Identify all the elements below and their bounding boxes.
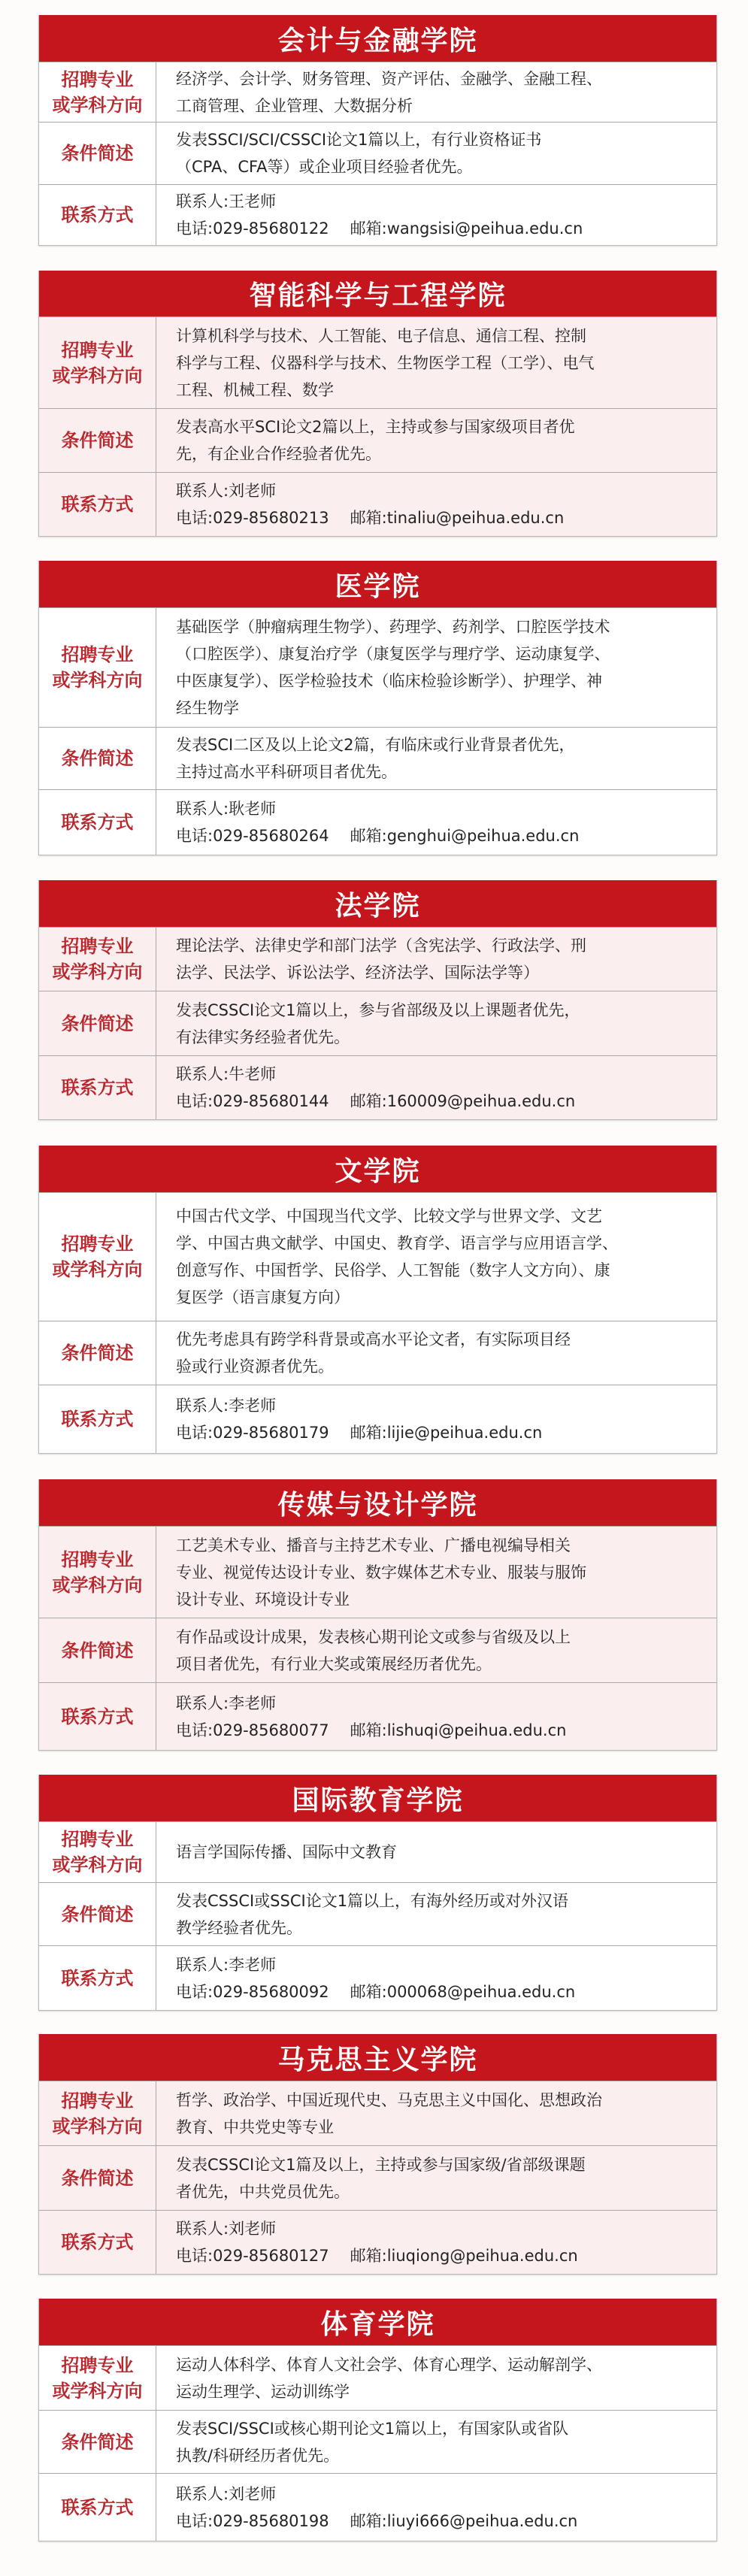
majors-label-line2: 或学科方向 xyxy=(52,1259,143,1280)
college-section xyxy=(38,271,717,537)
phone-number[interactable]: 029-85680179 xyxy=(213,1424,329,1442)
conditions-value xyxy=(156,1321,716,1385)
email-address[interactable]: liuqiong@peihua.edu.cn xyxy=(386,2247,578,2265)
conditions-line: 发表CSSCI论文1篇及以上，主持或参与国家级/省部级课题 xyxy=(176,2155,586,2174)
phone-number[interactable]: 029-85680198 xyxy=(213,2511,329,2530)
phone-prefix: 电话: xyxy=(176,827,213,845)
contact-person xyxy=(176,2215,716,2242)
email-prefix: 邮箱: xyxy=(350,827,387,845)
majors-label xyxy=(39,1822,156,1882)
contact-row xyxy=(39,472,716,536)
contact-person xyxy=(176,1061,716,1088)
contact-person xyxy=(176,188,716,215)
conditions-label xyxy=(39,2146,156,2210)
majors-label-line1: 招聘专业 xyxy=(61,1548,134,1570)
conditions-line: 主持过高水平科研项目者优先。 xyxy=(176,763,397,781)
conditions-label xyxy=(39,2411,156,2473)
conditions-line: 执教/科研经历者优先。 xyxy=(176,2446,340,2465)
email-address[interactable]: genghui@peihua.edu.cn xyxy=(386,827,580,845)
contact-label xyxy=(39,473,156,536)
conditions-label xyxy=(39,991,156,1055)
contact-row xyxy=(39,2473,716,2541)
contact-person-prefix: 联系人: xyxy=(176,482,229,500)
majors-label-line2: 或学科方向 xyxy=(52,961,143,982)
conditions-label xyxy=(39,1321,156,1385)
majors-line: 运动人体科学、体育人文社会学、体育心理学、运动解剖学、 xyxy=(176,2355,602,2374)
contact-person-prefix: 联系人: xyxy=(176,1065,229,1083)
conditions-label-text: 条件简述 xyxy=(61,748,134,769)
majors-value xyxy=(156,2346,716,2410)
contact-label-text: 联系方式 xyxy=(61,494,134,515)
conditions-value xyxy=(156,991,716,1055)
conditions-line: 先，有企业合作经验者优先。 xyxy=(176,445,381,463)
contact-value xyxy=(156,2474,716,2541)
contact-value xyxy=(156,473,716,536)
majors-label-line2: 或学科方向 xyxy=(52,94,143,116)
majors-label xyxy=(39,608,156,727)
majors-line: 理论法学、法律史学和部门法学（含宪法学、行政法学、刑 xyxy=(176,937,586,955)
email-address[interactable]: tinaliu@peihua.edu.cn xyxy=(386,509,565,527)
conditions-label-text: 条件简述 xyxy=(61,430,134,451)
contact-label-text: 联系方式 xyxy=(61,1967,134,1989)
majors-label-line2: 或学科方向 xyxy=(52,365,143,386)
majors-line: 设计专业、环境设计专业 xyxy=(176,1590,350,1609)
majors-label xyxy=(39,2346,156,2410)
majors-label-line1: 招聘专业 xyxy=(61,68,134,90)
college-section xyxy=(38,1146,717,1454)
phone-prefix: 电话: xyxy=(176,2511,213,2530)
conditions-line: 优先考虑具有跨学科背景或高水平论文者，有实际项目经 xyxy=(176,1330,571,1349)
contact-row xyxy=(39,2210,716,2274)
majors-line: 基础医学（肿瘤病理生物学）、药理学、药剂学、口腔医学技术 xyxy=(176,618,610,636)
contact-person-prefix: 联系人: xyxy=(176,1397,229,1415)
college-section xyxy=(38,1479,717,1751)
email-prefix: 邮箱: xyxy=(350,1424,387,1442)
conditions-line: 发表SCI二区及以上论文2篇，有临床或行业背景者优先， xyxy=(176,736,575,754)
conditions-label-text: 条件简述 xyxy=(61,1639,134,1661)
contact-details xyxy=(176,1717,716,1744)
majors-label-line1: 招聘专业 xyxy=(61,1234,134,1255)
majors-line: （口腔医学）、康复治疗学（康复医学与理疗学、运动康复学、 xyxy=(176,645,610,663)
conditions-row xyxy=(39,1618,716,1682)
email-prefix: 邮箱: xyxy=(350,1982,387,2001)
contact-details xyxy=(176,1419,716,1446)
majors-value xyxy=(156,62,716,122)
contact-row xyxy=(39,1385,716,1453)
college-section xyxy=(38,2299,717,2541)
contact-label xyxy=(39,1385,156,1453)
phone-number[interactable]: 029-85680213 xyxy=(213,509,329,527)
conditions-row xyxy=(39,991,716,1055)
contact-person xyxy=(176,477,716,504)
college-section xyxy=(38,1775,717,2011)
majors-value xyxy=(156,2081,716,2145)
contact-person-prefix: 联系人: xyxy=(176,1694,229,1712)
majors-line: 复医学（语言康复方向） xyxy=(176,1288,350,1306)
majors-value xyxy=(156,1527,716,1618)
college-title: 文学院 xyxy=(39,1146,716,1192)
conditions-line: （CPA、CFA等）或企业项目经验者优先。 xyxy=(176,158,473,176)
contact-value xyxy=(156,1683,716,1750)
majors-row xyxy=(39,927,716,991)
majors-line: 工艺美术专业、播音与主持艺术专业、广播电视编导相关 xyxy=(176,1536,571,1554)
contact-person-name: 李老师 xyxy=(229,1397,277,1415)
contact-label xyxy=(39,1683,156,1750)
majors-line: 教育、中共党史等专业 xyxy=(176,2117,334,2136)
phone-number[interactable]: 029-85680092 xyxy=(213,1982,329,2001)
email-address[interactable]: lijie@peihua.edu.cn xyxy=(386,1424,543,1442)
conditions-label xyxy=(39,123,156,184)
contact-person xyxy=(176,2481,716,2508)
conditions-label xyxy=(39,1618,156,1682)
contact-details xyxy=(176,1088,716,1115)
email-address[interactable]: lishuqi@peihua.edu.cn xyxy=(386,1721,567,1739)
conditions-value xyxy=(156,409,716,472)
conditions-label xyxy=(39,728,156,789)
phone-number[interactable]: 029-85680144 xyxy=(213,1092,329,1110)
phone-prefix: 电话: xyxy=(176,1721,213,1739)
contact-label xyxy=(39,2474,156,2541)
email-prefix: 邮箱: xyxy=(350,509,387,527)
email-prefix: 邮箱: xyxy=(350,1721,387,1739)
majors-value xyxy=(156,1193,716,1321)
contact-row xyxy=(39,1945,716,2010)
conditions-value xyxy=(156,728,716,789)
majors-line: 中医康复学）、医学检验技术（临床检验诊断学）、护理学、神 xyxy=(176,672,602,690)
contact-details xyxy=(176,2508,716,2535)
conditions-line: 发表SCI/SSCI或核心期刊论文1篇以上，有国家队或省队 xyxy=(176,2419,569,2438)
contact-value xyxy=(156,790,716,855)
conditions-line: 教学经验者优先。 xyxy=(176,1918,302,1937)
contact-value xyxy=(156,2211,716,2274)
college-title: 医学院 xyxy=(39,561,716,607)
contact-label xyxy=(39,185,156,245)
email-prefix: 邮箱: xyxy=(350,2511,387,2530)
conditions-row xyxy=(39,1321,716,1385)
contact-details xyxy=(176,822,716,849)
conditions-line: 项目者优先，有行业大奖或策展经历者优先。 xyxy=(176,1654,492,1673)
conditions-row xyxy=(39,1882,716,1945)
college-section xyxy=(38,15,717,246)
conditions-label-text: 条件简述 xyxy=(61,1342,134,1364)
conditions-label xyxy=(39,409,156,472)
college-title: 传媒与设计学院 xyxy=(39,1479,716,1526)
contact-row xyxy=(39,789,716,855)
majors-row xyxy=(39,2081,716,2145)
majors-line: 中国古代文学、中国现当代文学、比较文学与世界文学、文艺 xyxy=(176,1207,602,1225)
conditions-row xyxy=(39,122,716,184)
majors-label-line2: 或学科方向 xyxy=(52,670,143,691)
contact-row xyxy=(39,1682,716,1750)
contact-label xyxy=(39,1056,156,1119)
contact-details xyxy=(176,504,716,531)
conditions-line: 验或行业资源者优先。 xyxy=(176,1358,334,1376)
conditions-label-text: 条件简述 xyxy=(61,143,134,164)
majors-row xyxy=(39,1526,716,1618)
majors-label-line1: 招聘专业 xyxy=(61,339,134,361)
contact-person-prefix: 联系人: xyxy=(176,2220,229,2238)
majors-row xyxy=(39,62,716,122)
conditions-row xyxy=(39,2410,716,2473)
conditions-value xyxy=(156,2146,716,2210)
majors-label xyxy=(39,928,156,991)
conditions-row xyxy=(39,727,716,789)
majors-line: 科学与工程、仪器科学与技术、生物医学工程（工学）、电气 xyxy=(176,353,595,372)
majors-line: 哲学、政治学、中国近现代史、马克思主义中国化、思想政治 xyxy=(176,2090,602,2109)
email-prefix: 邮箱: xyxy=(350,2247,387,2265)
majors-line: 法学、民法学、诉讼法学、经济法学、国际法学等） xyxy=(176,964,539,982)
phone-prefix: 电话: xyxy=(176,1982,213,2001)
contact-value xyxy=(156,1385,716,1453)
majors-value xyxy=(156,1822,716,1882)
email-address[interactable]: liuyi666@peihua.edu.cn xyxy=(386,2511,578,2530)
contact-label xyxy=(39,2211,156,2274)
contact-person-name: 王老师 xyxy=(229,192,277,210)
conditions-value xyxy=(156,2411,716,2473)
contact-label-text: 联系方式 xyxy=(61,812,134,833)
conditions-line: 有法律实务经验者优先。 xyxy=(176,1028,350,1046)
contact-row xyxy=(39,1055,716,1119)
majors-label-line2: 或学科方向 xyxy=(52,2115,143,2137)
conditions-line: 发表高水平SCI论文2篇以上，主持或参与国家级项目者优 xyxy=(176,418,575,436)
college-title: 国际教育学院 xyxy=(39,1775,716,1821)
majors-label-line2: 或学科方向 xyxy=(52,2380,143,2402)
majors-label xyxy=(39,2081,156,2145)
contact-person xyxy=(176,795,716,822)
contact-person-name: 李老师 xyxy=(229,1694,277,1712)
contact-person-name: 牛老师 xyxy=(229,1065,277,1083)
email-address[interactable]: 000068@peihua.edu.cn xyxy=(386,1982,576,2001)
conditions-label xyxy=(39,1883,156,1945)
majors-row xyxy=(39,1192,716,1321)
majors-label xyxy=(39,1193,156,1321)
contact-person-prefix: 联系人: xyxy=(176,192,229,210)
contact-label-text: 联系方式 xyxy=(61,204,134,226)
conditions-line: 发表CSSCI或SSCI论文1篇以上，有海外经历或对外汉语 xyxy=(176,1891,569,1910)
contact-person xyxy=(176,1690,716,1717)
contact-details xyxy=(176,2242,716,2269)
contact-row xyxy=(39,184,716,245)
contact-person-prefix: 联系人: xyxy=(176,800,229,818)
college-section xyxy=(38,561,717,855)
majors-label-line2: 或学科方向 xyxy=(52,1854,143,1875)
conditions-line: 有作品或设计成果，发表核心期刊论文或参与省级及以上 xyxy=(176,1627,571,1646)
college-title: 马克思主义学院 xyxy=(39,2034,716,2081)
phone-number[interactable]: 029-85680127 xyxy=(213,2247,329,2265)
majors-label-line1: 招聘专业 xyxy=(61,1829,134,1850)
email-address[interactable]: wangsisi@peihua.edu.cn xyxy=(386,219,583,238)
contact-person-name: 刘老师 xyxy=(229,482,277,500)
contact-value xyxy=(156,1946,716,2010)
majors-value xyxy=(156,928,716,991)
conditions-line: 者优先，中共党员优先。 xyxy=(176,2182,350,2201)
contact-person-name: 李老师 xyxy=(229,1955,277,1974)
majors-label xyxy=(39,62,156,122)
conditions-row xyxy=(39,408,716,472)
majors-line: 工程、机械工程、数学 xyxy=(176,380,334,399)
majors-label-line1: 招聘专业 xyxy=(61,2354,134,2376)
phone-prefix: 电话: xyxy=(176,1092,213,1110)
contact-value xyxy=(156,1056,716,1119)
email-address[interactable]: 160009@peihua.edu.cn xyxy=(386,1092,576,1110)
college-title: 法学院 xyxy=(39,880,716,927)
majors-line: 专业、视觉传达设计专业、数字媒体艺术专业、服装与服饰 xyxy=(176,1563,586,1582)
conditions-row xyxy=(39,2145,716,2210)
majors-row xyxy=(39,1821,716,1882)
contact-label-text: 联系方式 xyxy=(61,2232,134,2253)
contact-details xyxy=(176,1978,716,2005)
email-prefix: 邮箱: xyxy=(350,219,387,238)
conditions-label-text: 条件简述 xyxy=(61,2167,134,2189)
phone-prefix: 电话: xyxy=(176,1424,213,1442)
majors-line: 语言学国际传播、国际中文教育 xyxy=(176,1843,397,1861)
conditions-label-text: 条件简述 xyxy=(61,1013,134,1034)
contact-person-name: 刘老师 xyxy=(229,2484,277,2503)
conditions-label-text: 条件简述 xyxy=(61,2431,134,2453)
majors-label-line1: 招聘专业 xyxy=(61,2090,134,2111)
majors-line: 经生物学 xyxy=(176,699,239,717)
majors-label-line2: 或学科方向 xyxy=(52,1574,143,1596)
majors-row xyxy=(39,607,716,727)
contact-person-prefix: 联系人: xyxy=(176,2484,229,2503)
contact-label xyxy=(39,790,156,855)
college-title: 会计与金融学院 xyxy=(39,15,716,62)
majors-line: 运动生理学、运动训练学 xyxy=(176,2382,350,2401)
majors-label-line1: 招聘专业 xyxy=(61,644,134,665)
email-prefix: 邮箱: xyxy=(350,1092,387,1110)
majors-row xyxy=(39,2345,716,2410)
majors-line: 工商管理、企业管理、大数据分析 xyxy=(176,96,413,115)
contact-details xyxy=(176,215,716,242)
college-title: 体育学院 xyxy=(39,2299,716,2345)
majors-value xyxy=(156,608,716,727)
college-title: 智能科学与工程学院 xyxy=(39,271,716,316)
contact-label-text: 联系方式 xyxy=(61,1706,134,1727)
contact-label xyxy=(39,1946,156,2010)
contact-value xyxy=(156,185,716,245)
phone-number[interactable]: 029-85680077 xyxy=(213,1721,329,1739)
phone-prefix: 电话: xyxy=(176,219,213,238)
contact-person xyxy=(176,1392,716,1419)
phone-number[interactable]: 029-85680264 xyxy=(213,827,329,845)
majors-label-line1: 招聘专业 xyxy=(61,936,134,957)
college-section xyxy=(38,2034,717,2275)
contact-label-text: 联系方式 xyxy=(61,1409,134,1430)
conditions-value xyxy=(156,1618,716,1682)
contact-person-name: 耿老师 xyxy=(229,800,277,818)
majors-label xyxy=(39,317,156,408)
majors-label xyxy=(39,1527,156,1618)
phone-prefix: 电话: xyxy=(176,509,213,527)
contact-label-text: 联系方式 xyxy=(61,2496,134,2518)
college-section xyxy=(38,880,717,1120)
conditions-value xyxy=(156,1883,716,1945)
conditions-line: 发表CSSCI论文1篇以上，参与省部级及以上课题者优先， xyxy=(176,1000,580,1019)
majors-line: 经济学、会计学、财务管理、资产评估、金融学、金融工程、 xyxy=(176,69,602,88)
majors-row xyxy=(39,316,716,408)
contact-label-text: 联系方式 xyxy=(61,1077,134,1098)
majors-line: 学、中国古典文献学、中国史、教育学、语言学与应用语言学、 xyxy=(176,1234,618,1252)
conditions-label-text: 条件简述 xyxy=(61,1903,134,1925)
phone-prefix: 电话: xyxy=(176,2247,213,2265)
conditions-value xyxy=(156,123,716,184)
majors-line: 计算机科学与技术、人工智能、电子信息、通信工程、控制 xyxy=(176,326,586,345)
phone-number[interactable]: 029-85680122 xyxy=(213,219,329,238)
contact-person-prefix: 联系人: xyxy=(176,1955,229,1974)
majors-value xyxy=(156,317,716,408)
conditions-line: 发表SSCI/SCI/CSSCI论文1篇以上，有行业资格证书 xyxy=(176,131,542,149)
contact-person xyxy=(176,1951,716,1978)
majors-line: 创意写作、中国哲学、民俗学、人工智能（数字人文方向）、康 xyxy=(176,1261,610,1279)
contact-person-name: 刘老师 xyxy=(229,2220,277,2238)
